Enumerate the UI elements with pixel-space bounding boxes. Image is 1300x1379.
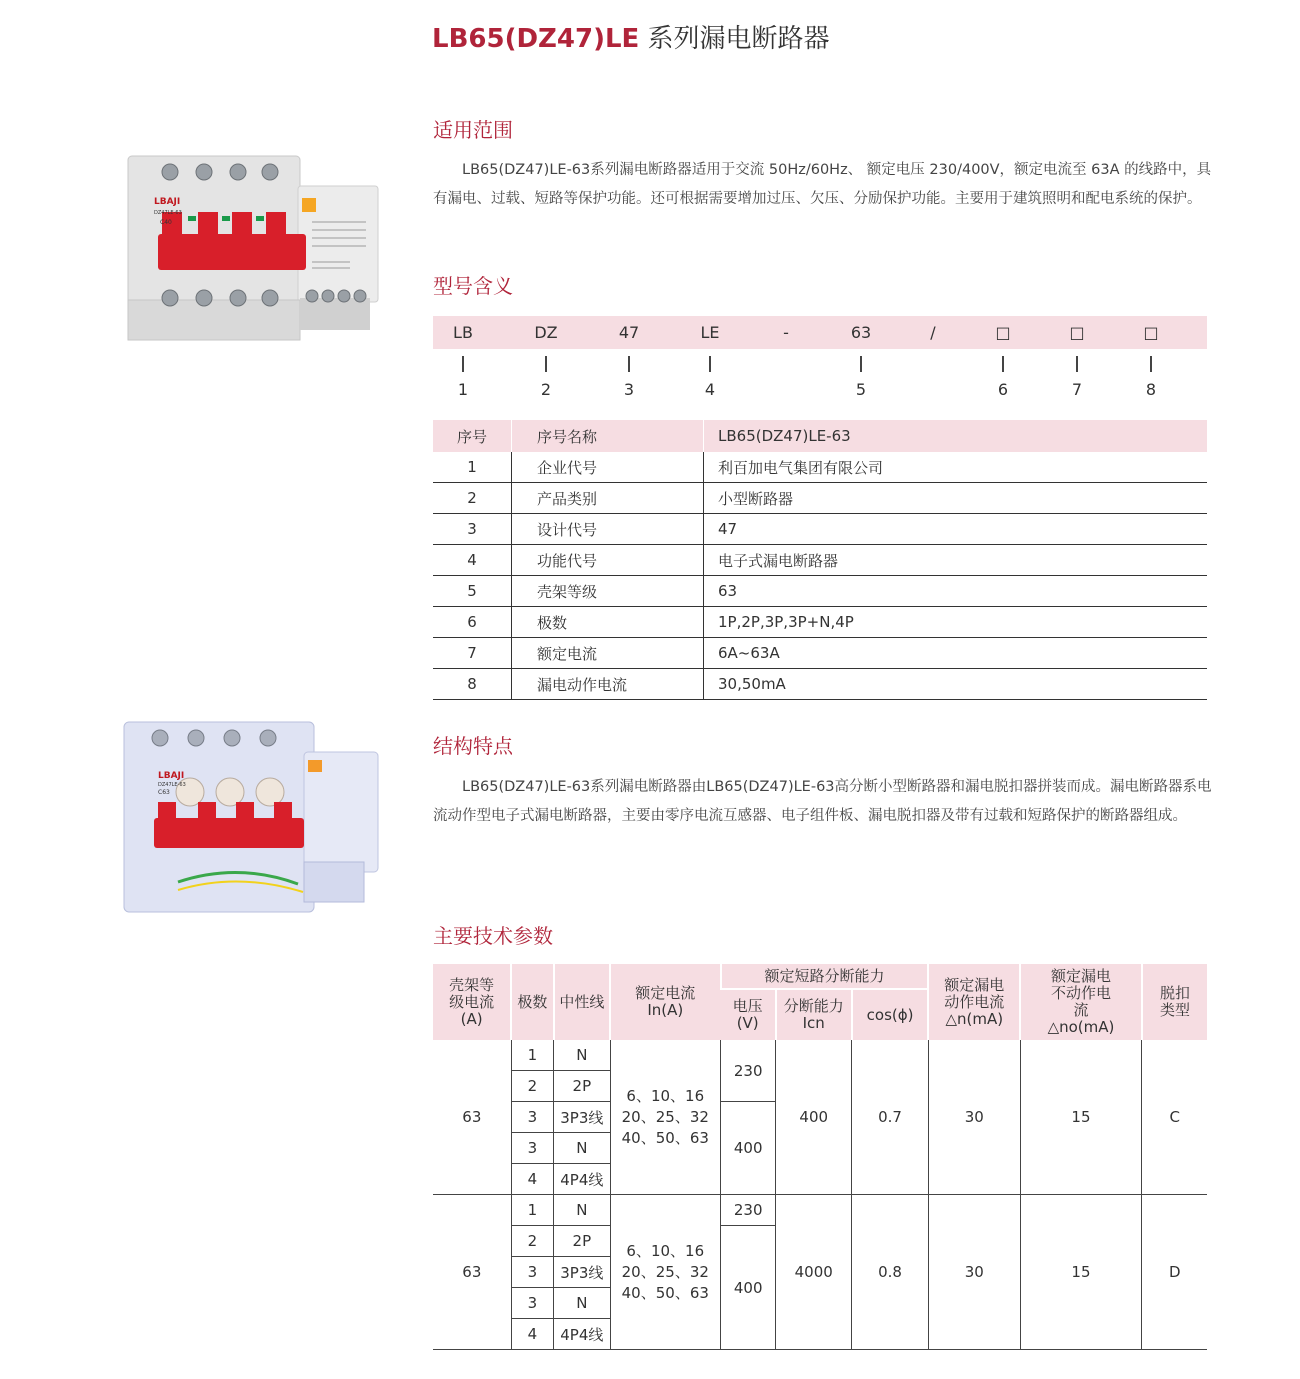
neutral-cell: 3P3线: [554, 1257, 610, 1288]
col-header-capacity: 分断能力Icn: [776, 989, 852, 1040]
code-number: 1: [457, 380, 469, 399]
heading-meaning: 型号含义: [433, 274, 513, 298]
rated-current-cell: [610, 1195, 721, 1350]
code-number: 7: [1071, 380, 1083, 399]
cell: 利百加电气集团有限公司: [704, 452, 1208, 483]
table-row: [433, 545, 1207, 576]
cell: 漏电动作电流: [512, 669, 704, 700]
code-number: 8: [1145, 380, 1157, 399]
model-meaning-table: [433, 420, 1207, 700]
poles-cell: 4: [511, 1319, 553, 1350]
trip-cell: D: [1142, 1195, 1207, 1350]
cell: 设计代号: [512, 514, 704, 545]
cos-cell: 0.8: [852, 1195, 929, 1350]
col-header-breaking: 额定短路分断能力: [721, 964, 929, 989]
heading-scope: 适用范围: [433, 118, 513, 142]
poles-cell: 3: [511, 1102, 553, 1133]
code-number: 3: [623, 380, 635, 399]
poles-cell: 3: [511, 1288, 553, 1319]
neutral-cell: 2P: [554, 1071, 610, 1102]
code-part: 63: [850, 323, 872, 342]
poles-cell: 3: [511, 1257, 553, 1288]
table-row: [433, 1040, 1207, 1071]
leak-non-action-cell: 15: [1020, 1040, 1142, 1195]
voltage-cell: 400: [721, 1226, 776, 1350]
code-number: 5: [855, 380, 867, 399]
poles-cell: 4: [511, 1164, 553, 1195]
cell: 1: [433, 452, 512, 483]
table-row: [433, 638, 1207, 669]
table-row: [433, 607, 1207, 638]
cell: 7: [433, 638, 512, 669]
col-header-leak-action: 额定漏电动作电流△n(mA): [928, 964, 1020, 1040]
leak-non-action-cell: 15: [1020, 1195, 1142, 1350]
code-part: □: [1069, 323, 1085, 342]
col-header-rated-current: 额定电流In(A): [610, 964, 721, 1040]
code-part: -: [783, 323, 789, 342]
table-header-row: [433, 964, 1207, 989]
rated-current-line: 20、25、32: [621, 1107, 709, 1126]
voltage-cell: 230: [721, 1040, 776, 1102]
table-row: [433, 483, 1207, 514]
cell: 1P,2P,3P,3P+N,4P: [704, 607, 1208, 638]
poles-cell: 3: [511, 1133, 553, 1164]
rated-current-line: 40、50、63: [621, 1128, 709, 1147]
trip-cell: C: [1142, 1040, 1207, 1195]
poles-cell: 2: [511, 1071, 553, 1102]
cell: 额定电流: [512, 638, 704, 669]
rated-current-line: 40、50、63: [621, 1283, 709, 1302]
product-image-white-breaker: [120, 150, 382, 350]
neutral-cell: 4P4线: [554, 1164, 610, 1195]
cell: 6A~63A: [704, 638, 1208, 669]
neutral-cell: N: [554, 1195, 610, 1226]
cell: 4: [433, 545, 512, 576]
code-part: DZ: [534, 323, 558, 342]
code-part: □: [995, 323, 1011, 342]
leak-action-cell: 30: [928, 1040, 1020, 1195]
rating-label-1: C40: [160, 219, 172, 226]
title-name: 系列漏电断路器: [647, 24, 830, 54]
title-model: LB65(DZ47)LE: [432, 24, 640, 54]
table-row: [433, 1195, 1207, 1226]
col-header-frame: 壳架等级电流(A): [433, 964, 511, 1040]
page-title: [432, 18, 830, 55]
cell: 极数: [512, 607, 704, 638]
cell: 电子式漏电断路器: [704, 545, 1208, 576]
cell: 8: [433, 669, 512, 700]
col-header-trip: 脱扣类型: [1142, 964, 1207, 1040]
col-header-neutral: 中性线: [554, 964, 610, 1040]
cell: 壳架等级: [512, 576, 704, 607]
voltage-cell: 400: [721, 1102, 776, 1195]
code-part: /: [930, 323, 936, 342]
cell: 47: [704, 514, 1208, 545]
scope-text: LB65(DZ47)LE-63系列漏电断路器适用于交流 50Hz/60Hz、 额定电压 230/400V，额定电流至 63A 的线路中，具有漏电、过载、短路等保护功能。还可根据需要增加过压、欠压、分励保护功能。主要用于建筑照明和配电系统的保护。: [433, 162, 1212, 207]
neutral-cell: 3P3线: [554, 1102, 610, 1133]
cos-cell: 0.7: [852, 1040, 929, 1195]
capacity-cell: 400: [776, 1040, 852, 1195]
cell: 功能代号: [512, 545, 704, 576]
table-row: [433, 669, 1207, 700]
cell: 5: [433, 576, 512, 607]
poles-cell: 1: [511, 1040, 553, 1071]
code-part: □: [1143, 323, 1159, 342]
code-part: LB: [453, 323, 473, 342]
neutral-cell: N: [554, 1040, 610, 1071]
rated-current-line: 6、10、16: [626, 1086, 705, 1105]
cell: 产品类别: [512, 483, 704, 514]
model-label-2: DZ47LE-63: [158, 782, 186, 788]
cell: 小型断路器: [704, 483, 1208, 514]
table-row: [433, 576, 1207, 607]
table-row: [433, 514, 1207, 545]
cell: 30,50mA: [704, 669, 1208, 700]
cell: 2: [433, 483, 512, 514]
code-number: 2: [540, 380, 552, 399]
cell: 6: [433, 607, 512, 638]
col-header-leak-non-action: 额定漏电不动作电流△no(mA): [1020, 964, 1142, 1040]
cell: 63: [704, 576, 1208, 607]
brand-label-2: LBAJI: [158, 771, 185, 781]
poles-cell: 1: [511, 1195, 553, 1226]
model-label-1: DZ47LE-63: [154, 210, 182, 216]
heading-structure: 结构特点: [433, 734, 513, 758]
table-row: [433, 452, 1207, 483]
product-image-transparent-breaker: [118, 712, 383, 917]
code-number: 6: [997, 380, 1009, 399]
code-part: LE: [700, 323, 720, 342]
col-header: 序号名称: [512, 420, 704, 452]
code-part: 47: [618, 323, 640, 342]
col-header-cos: cos(ϕ): [852, 989, 929, 1040]
cell: 3: [433, 514, 512, 545]
rating-label-2: C63: [158, 789, 170, 796]
rated-current-line: 6、10、16: [626, 1241, 705, 1260]
frame-cell: 63: [433, 1040, 511, 1195]
model-code-bar: [433, 316, 1207, 349]
table-header-row: [433, 420, 1207, 452]
heading-tech: 主要技术参数: [433, 924, 553, 948]
col-header-voltage: 电压(V): [721, 989, 776, 1040]
capacity-cell: 4000: [776, 1195, 852, 1350]
neutral-cell: 4P4线: [554, 1319, 610, 1350]
rated-current-cell: [610, 1040, 721, 1195]
neutral-cell: N: [554, 1288, 610, 1319]
col-header: LB65(DZ47)LE-63: [704, 420, 1208, 452]
col-header: 序号: [433, 420, 512, 452]
code-number: 4: [704, 380, 716, 399]
col-header-poles: 极数: [511, 964, 553, 1040]
leak-action-cell: 30: [928, 1195, 1020, 1350]
poles-cell: 2: [511, 1226, 553, 1257]
rated-current-line: 20、25、32: [621, 1262, 709, 1281]
structure-text: LB65(DZ47)LE-63系列漏电断路器由LB65(DZ47)LE-63高分断小型断路器和漏电脱扣器拼装而成。漏电断路器系电流动作型电子式漏电断路器，主要由零序电流互感器、电子组件板、漏电脱扣器及带有过载和短路保护的断路器组成。: [433, 779, 1212, 824]
neutral-cell: 2P: [554, 1226, 610, 1257]
tech-params-table: [433, 964, 1207, 1350]
voltage-cell: 230: [721, 1195, 776, 1226]
cell: 企业代号: [512, 452, 704, 483]
frame-cell: 63: [433, 1195, 511, 1350]
brand-label-1: LBAJI: [154, 197, 181, 207]
neutral-cell: N: [554, 1133, 610, 1164]
